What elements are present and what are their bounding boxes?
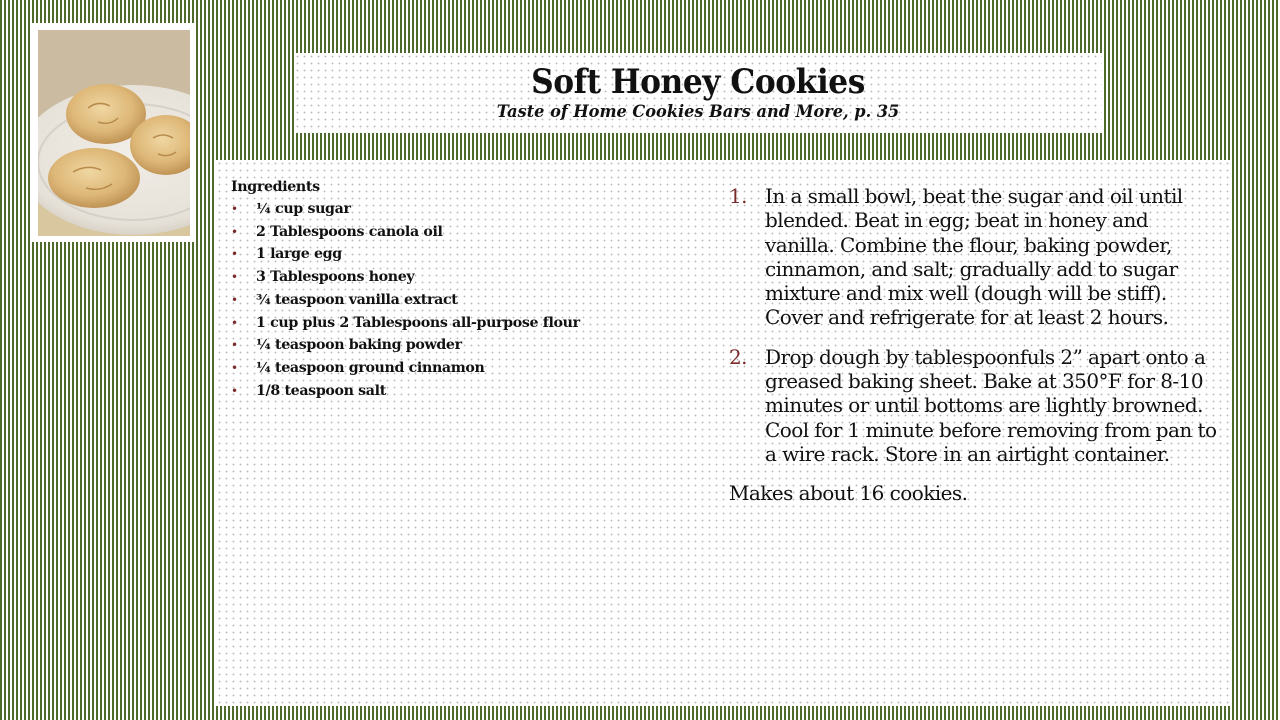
list-item [231,221,701,244]
recipe-content [216,160,1231,706]
recipe-yield: Makes about 16 cookies. [729,481,968,506]
ingredient-text: 3 Tablespoons honey [256,269,415,286]
ingredient-text: 1 large egg [256,246,342,263]
list-item [231,198,701,221]
ingredient-text: ¼ teaspoon ground cinnamon [256,359,485,376]
step-text: Drop dough by tablespoonfuls 2” apart onto a greased baking sheet. Bake at 350°F for 8-10 minutes or until bottoms are lightly browned. Cool for 1 minute before removing from pan to a wire rack. Store in an airtight container. [765,344,1217,466]
bullet-icon: • [231,270,238,285]
directions-section [729,184,1223,506]
directions-list [729,184,1223,466]
bullet-icon: • [231,224,238,239]
ingredient-text: 1 cup plus 2 Tablespoons all-purpose flour [256,314,580,331]
bullet-icon: • [231,383,238,398]
list-item [231,380,701,403]
step-text: In a small bowl, beat the sugar and oil until blended. Beat in egg; beat in honey and vanilla. Combine the flour, baking powder, cinnamon, and salt; gradually add to sugar mixture and mix well (dough will be stiff). Cover and refrigerate for at least 2 hours. [765,184,1183,330]
cookie-photo-illustration [38,30,190,236]
list-item [231,357,701,380]
title-box [294,53,1102,133]
list-item [231,334,701,357]
list-item [231,243,701,266]
ingredient-text: ¾ teaspoon vanilla extract [256,291,458,308]
step-number: 1. [729,184,747,208]
list-item [231,312,701,335]
direction-step [729,345,1223,466]
bullet-icon: • [231,247,238,262]
bullet-icon: • [231,360,238,375]
recipe-title: Soft Honey Cookies [531,62,865,102]
bullet-icon: • [231,315,238,330]
recipe-source: Taste of Home Cookies Bars and More, p. 35 [496,102,900,122]
ingredient-text: 1/8 teaspoon salt [256,382,386,399]
list-item [231,266,701,289]
direction-step [729,184,1223,330]
list-item [231,289,701,312]
bullet-icon: • [231,202,238,216]
photo-frame [32,23,196,242]
step-number: 2. [729,344,747,369]
ingredient-text: ¼ teaspoon baking powder [256,337,462,354]
ingredients-list [231,198,701,402]
bullet-icon: • [231,292,238,307]
ingredients-heading: Ingredients [231,179,320,195]
ingredients-section [231,176,701,402]
ingredient-text: 2 Tablespoons canola oil [256,223,443,240]
cookie-photo [38,30,190,236]
bullet-icon: • [231,338,238,353]
ingredient-text: ¼ cup sugar [256,201,351,217]
